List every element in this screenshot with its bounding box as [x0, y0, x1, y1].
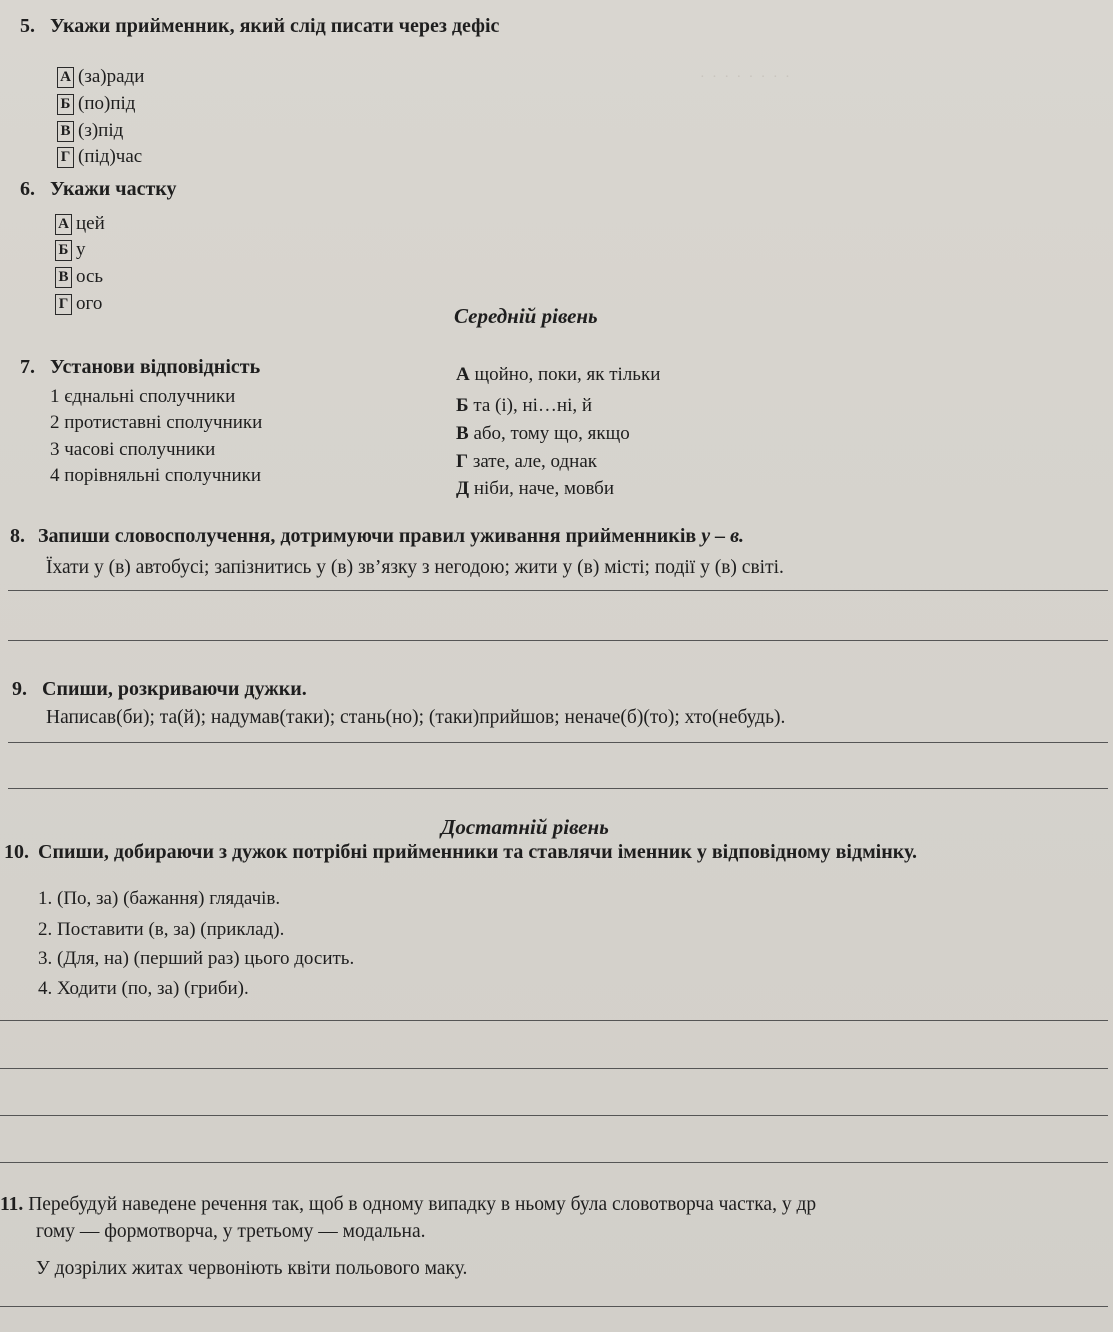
q11-number: 11.: [0, 1194, 24, 1215]
q7-left-item-1: 1 єднальні сполучники: [50, 386, 236, 407]
option-text: (з)під: [78, 120, 124, 141]
option-text: цей: [76, 213, 105, 234]
q8-task: Їхати у (в) автобусі; запізнитись у (в) зв’язку з негодою; жити у (в) місті; події у (в) світі.: [46, 557, 784, 578]
answer-line[interactable]: [0, 1162, 1108, 1163]
option-text: (за)ради: [78, 66, 145, 87]
q6-option-d[interactable]: [55, 293, 102, 315]
q7-number: 7.: [20, 356, 35, 378]
option-letter: В: [57, 121, 74, 142]
answer-line[interactable]: [0, 1306, 1108, 1307]
q9-text: Спиши, розкриваючи дужки.: [42, 678, 307, 700]
option-text: (під)час: [78, 146, 143, 167]
q5-option-b[interactable]: [57, 93, 135, 115]
option-letter: В: [55, 267, 72, 288]
q11-text-line-2: гому — формотворча, у третьому — модальна.: [36, 1221, 426, 1242]
q7-right-item-d: [456, 450, 597, 474]
q6-option-b[interactable]: [55, 239, 86, 261]
level-sufficient-heading: Достатній рівень: [441, 815, 609, 839]
q11-text-line-1: Перебудуй наведене речення так, щоб в одному випадку в ньому була словотворча частка, у др: [28, 1194, 817, 1215]
q9-number: 9.: [12, 678, 27, 700]
q11-heading: [0, 1193, 1113, 1217]
option-text: у: [76, 239, 86, 260]
q10-item-2: 2. Поставити (в, за) (приклад).: [38, 919, 285, 940]
q5-heading: [20, 14, 499, 38]
answer-line[interactable]: [8, 640, 1108, 641]
q7-heading: [20, 355, 260, 379]
q5-option-d[interactable]: [57, 146, 142, 168]
show-through-text: · · · · · · · ·: [700, 70, 792, 85]
q7-right-item-e: [456, 477, 614, 501]
q8-text: Запиши словосполучення, дотримуючи правил уживання прийменників: [38, 525, 697, 547]
q10-number: 10.: [4, 841, 29, 863]
q7-left-item-3: 3 часові сполучники: [50, 439, 216, 460]
option-letter: Г: [55, 294, 72, 315]
q8-heading: [10, 524, 744, 548]
match-letter: В: [456, 423, 469, 444]
q7-left-item-4: 4 порівняльні сполучники: [50, 465, 262, 486]
answer-line[interactable]: [8, 788, 1108, 789]
option-text: ого: [76, 293, 103, 314]
option-letter: Б: [57, 94, 74, 115]
answer-line[interactable]: [8, 590, 1108, 591]
q6-number: 6.: [20, 178, 35, 200]
q5-option-a[interactable]: [57, 66, 144, 88]
option-letter: А: [55, 214, 72, 235]
q10-item-1: 1. (По, за) (бажання) глядачів.: [38, 888, 281, 909]
q5-option-c[interactable]: [57, 120, 123, 142]
q6-option-c[interactable]: [55, 266, 103, 288]
option-letter: Б: [55, 240, 72, 261]
match-letter: А: [456, 364, 470, 385]
q6-text: Укажи частку: [50, 178, 177, 200]
answer-line[interactable]: [0, 1068, 1108, 1069]
q10-text: Спиши, добираючи з дужок потрібні прийменники та ставлячи іменник у відповідному відмінку.: [38, 841, 918, 863]
option-text: ось: [76, 266, 104, 287]
q10-heading: [4, 840, 917, 864]
q6-option-a[interactable]: [55, 213, 105, 235]
q6-heading: [20, 177, 177, 201]
match-text: та (і), ні…ні, й: [473, 395, 593, 416]
answer-line[interactable]: [8, 742, 1108, 743]
option-letter: Г: [57, 147, 74, 168]
q8-number: 8.: [10, 525, 25, 547]
match-letter: Б: [456, 395, 469, 416]
q8-emphasis: у – в.: [701, 525, 744, 547]
q7-text: Установи відповідність: [50, 356, 261, 378]
answer-line[interactable]: [0, 1020, 1108, 1021]
match-letter: Д: [456, 478, 470, 499]
level-middle-heading: Середній рівень: [454, 304, 598, 328]
q7-right-item-a: [456, 363, 660, 387]
option-letter: А: [57, 67, 74, 88]
match-text: щойно, поки, як тільки: [474, 364, 661, 385]
match-text: або, тому що, якщо: [473, 423, 630, 444]
option-text: (по)під: [78, 93, 136, 114]
q7-right-item-c: [456, 422, 630, 446]
q9-task: Написав(би); та(й); надумав(таки); стань(но); (таки)прийшов; неначе(б)(то); хто(небудь).: [46, 707, 786, 728]
answer-line[interactable]: [0, 1115, 1108, 1116]
q5-number: 5.: [20, 15, 35, 37]
q7-left-item-2: 2 протиставні сполучники: [50, 412, 263, 433]
match-letter: Г: [456, 451, 469, 472]
match-text: зате, але, однак: [472, 451, 597, 472]
q5-text: Укажи прийменник, який слід писати через дефіс: [50, 15, 500, 37]
q10-item-4: 4. Ходити (по, за) (гриби).: [38, 978, 249, 999]
q11-task: У дозрілих житах червоніють квіти польового маку.: [36, 1258, 468, 1279]
q7-right-item-b: [456, 394, 592, 418]
q9-heading: [12, 677, 307, 701]
q10-item-3: 3. (Для, на) (перший раз) цього досить.: [38, 948, 355, 969]
match-text: ніби, наче, мовби: [473, 478, 615, 499]
